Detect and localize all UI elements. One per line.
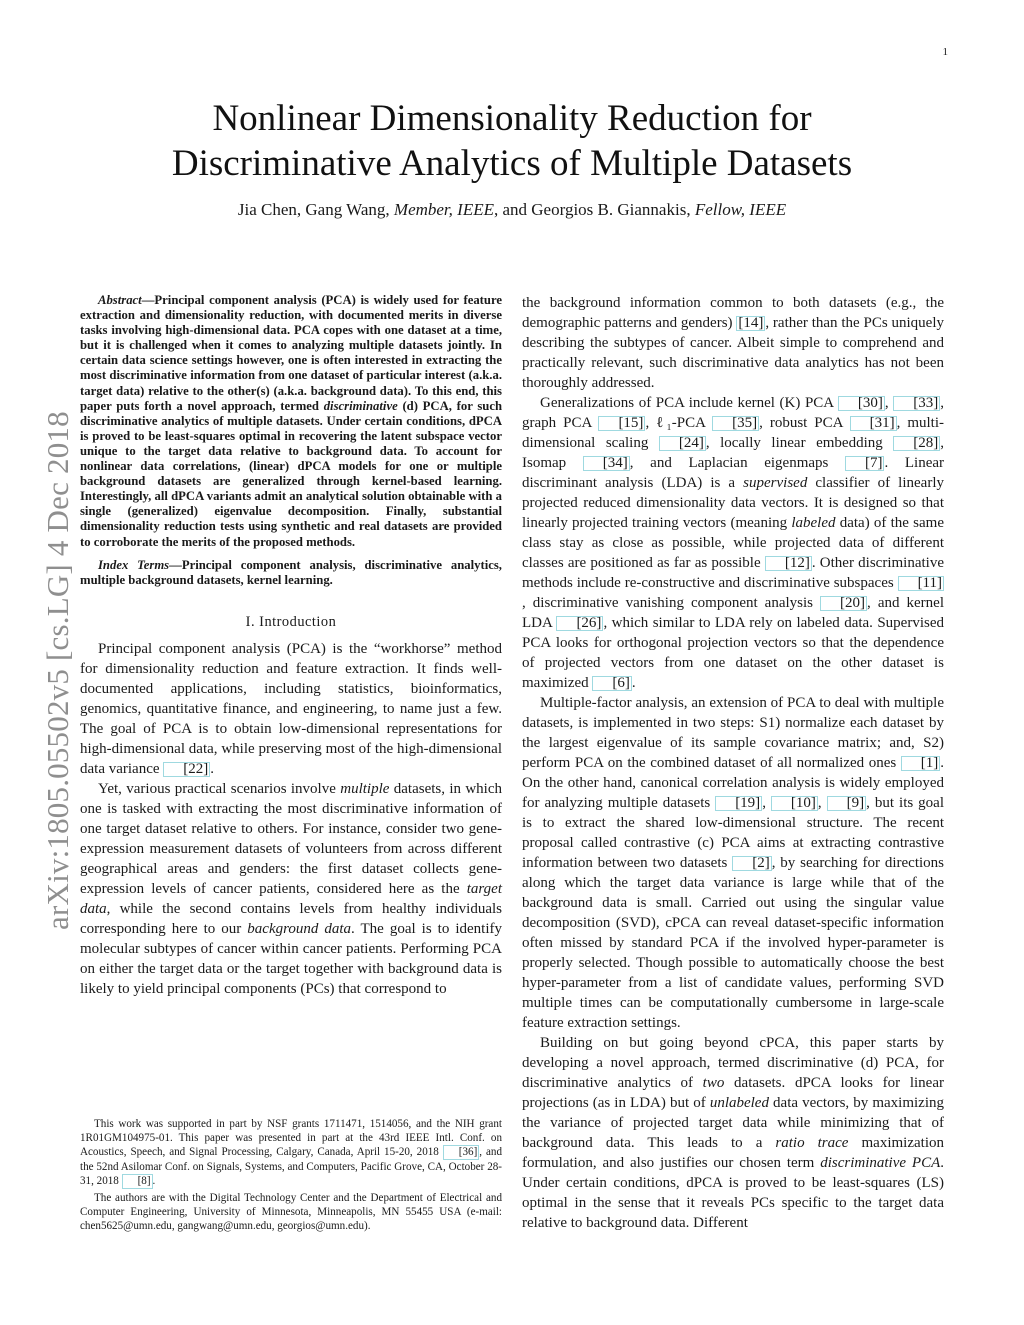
paper-title [110,96,914,186]
abstract [80,293,502,550]
citation-link[interactable]: [1] [901,756,941,771]
citation-link[interactable]: [20] [820,596,867,611]
author-list [110,200,914,220]
citation-link[interactable]: [6] [592,676,632,691]
abstract-text-continued: (d) PCA, for such discriminative analytics of multiple datasets. Under certain conditions, dPCA is proved to be least-squares optimal in recovering the latent subspace vector unique to the target data relative to background data. To account for nonlinear data correlations, (linear) dPCA models for one or multiple background datasets are generalized through kernel-based learning. Interestingly, all dPCA variants admit an analytical solution obtainable with a single (generalized) eigenvalue decomposition. Finally, substantial dimensionality reduction tests using synthetic and real datasets are provided to corroborate the merits of the proposed methods. [80,398,503,549]
citation-link[interactable]: [10] [771,796,818,811]
right-paragraph-1: the background information common to both datasets (e.g., the demographic patterns and genders) [14] , rather than the PCs uniquely describing the subtypes of cancer. Albeit simple to comprehend and practically relevant, such discriminative data analytics has not been thoroughly addressed. [522,295,944,391]
citation-link[interactable]: [31] [850,416,897,431]
authors-names-continued: , and Georgios B. Giannakis, [493,200,691,219]
arxiv-identifier-stamp: arXiv:1805.05502v5 [cs.LG] 4 Dec 2018 [40,411,75,930]
citation-link[interactable]: [8] [122,1174,153,1189]
citation-link[interactable]: [11] [898,576,944,591]
page-number: 1 [942,46,948,58]
intro-paragraph-2: Yet, various practical scenarios involve multiple datasets, in which one is tasked with extracting the most discriminative information of one target dataset relative to others. For instance, consider two gene-expression measurement datasets of volunteers from across different geographical areas and genders: the first dataset collects gene-expression levels of cancer patients, considered here as the target data, while the second contains levels from healthy individuals corresponding here to our background data. The goal is to identify molecular subtypes of cancer within cancer patients. Performing PCA on either the target data or the target together with background data is likely to yield principal components (PCs) that correspond to [80,781,503,998]
paper-title-line-1: Nonlinear Dimensionality Reduction for [212,98,812,139]
index-terms [80,558,502,589]
right-column [522,293,944,1233]
citation-link[interactable]: [19] [715,796,762,811]
citation-link[interactable]: [2] [732,856,772,871]
right-paragraph-3: Multiple-factor analysis, an extension of PCA to deal with multiple datasets, is implemented in two steps: S1) normalize each dataset by the largest eigenvalue of its sample covariance matrix; and, S2) perform PCA on the combined dataset of all normalized ones [1] . On the other hand, canonical correlation analysis is widely employed for analyzing multiple datasets [19] , [10] , [9] , but its goal is to extract the shared low-dimensional structure. The recent proposal called contrastive (c) PCA aims at extracting contrastive information between two datasets [2] , by searching for directions along which the target data variance is large while that of the background data is small. Carried out using the singular value decomposition (SVD), cPCA can reveal dataset-specific information often missed by standard PCA if the involved hyper-parameter is properly selected. Though possible to automatically choose the best hyper-parameter from a list of candidate values, performing SVD multiple times can be computationally cumbersome in large-scale feature extraction settings. [522,695,945,1031]
paper-title-line-2: Discriminative Analytics of Multiple Datasets [171,143,853,184]
citation-link[interactable]: [24] [659,436,706,451]
citation-link[interactable]: [26] [556,616,603,631]
citation-link[interactable]: [9] [827,796,867,811]
abstract-text: —Principal component analysis (PCA) is widely used for feature extraction and dimensionality reduction, with documented merits in diverse tasks involving high-dimensional data. PCA copes with one dataset at a time, but it is challenged when it comes to analyzing multiple datasets jointly. In certain data science settings however, one is often interested in extracting the most discriminative information from one dataset of particular interest (a.k.a. target data) relative to the other(s) (a.k.a. background data). To this end, this paper puts forth a novel approach, termed [80,293,502,413]
author-role-member: Member, IEEE [393,200,494,219]
right-paragraph-4: Building on but going beyond cPCA, this paper starts by developing a novel approach, termed discriminative (d) PCA, for discriminative analytics of two datasets. dPCA looks for linear projections (as in LDA) but of unlabeled data vectors, by maximizing the variance of projected target data while minimizing that of background data. This leads to a ratio trace maximization formulation, and also justifies our chosen term discriminative PCA. Under certain conditions, dPCA is proved to be least-squares (LS) optimal in the sense that it reveals PCs specific to the target data relative to background data. Different [522,1035,945,1231]
citation-link[interactable]: [30] [838,396,885,411]
citation-link[interactable]: [36] [443,1145,479,1160]
footnote-funding: This work was supported in part by NSF grants 1711471, 1514056, and the NIH grant 1R01GM104975-01. This paper was presented in part at the 43rd IEEE Intl. Conf. on Acoustics, Speech, and Signal Processing, Calgary, Canada, April 15-20, 2018 [36] , and the 52nd Asilomar Conf. on Signals, Systems, and Computers, Pacific Grove, CA, October 28-31, 2018 [8] . [80,1118,502,1188]
abstract-lead: Abstract [98,293,142,307]
intro-paragraph-1: Principal component analysis (PCA) is the “workhorse” method for dimensionality reduction and feature extraction. It finds well-documented applications, including statistics, bioinformatics, genomics, quantitative finance, and engineering, to name just a few. The goal of PCA is to obtain low-dimensional representations for high-dimensional data, while preserving most of the high-dimensional data variance [22] . [80,641,502,778]
citation-link[interactable]: [33] [893,396,940,411]
citation-link[interactable]: [22] [163,762,210,777]
index-terms-lead: Index Terms [98,557,170,572]
footnote-affiliation: The authors are with the Digital Technology Center and the Department of Electrical and Computer Engineering, University of Minnesota, Minneapolis, MN 55455 USA (e-mail: chen5625@umn.edu, gangwang@umn.edu, georgios@umn.edu). [80,1192,502,1233]
citation-link[interactable]: [35] [712,416,759,431]
citation-link[interactable]: [34] [583,456,630,471]
section-heading-introduction: I. Introduction [245,614,337,631]
citation-link[interactable]: [14] [738,315,764,331]
citation-link[interactable]: [7] [845,456,885,471]
index-terms-text: —Principal component analysis, discriminative analytics, multiple background datasets, kernel learning. [80,557,502,587]
right-paragraph-2: Generalizations of PCA include kernel (K) PCA [30] , [33] , graph PCA [15] , ℓ₁-PCA [35] , robust PCA [31] , multi-dimensional scaling [24] , locally linear embedding [28] , Isomap [34] , and Laplacian eigenmaps [7] . Linear discriminant analysis (LDA) is a supervised classifier of linearly projected reduced dimensionality data vectors. It is designed so that linearly projected training vectors (meaning labeled data) of the same class stay as close as possible, while projected data of different classes are positioned as far as possible [12] . Other discriminative methods include re-constructive and discriminative subspaces [11], discriminative vanishing component analysis [20] , and kernel LDA [26] , which similar to LDA rely on labeled data. Supervised PCA looks for orthogonal projection vectors so that the dependence of projected vectors from one dataset on the other dataset is maximized [6] . [522,395,945,691]
citation-link[interactable]: [12] [765,556,812,571]
author-role-fellow: Fellow, IEEE [694,200,787,219]
authors-names: Jia Chen, Gang Wang, [237,200,390,219]
footnotes [80,1117,502,1234]
abstract-emphasis: discriminative [323,398,398,413]
citation-link[interactable]: [28] [893,436,940,451]
left-column [80,293,502,999]
citation-link[interactable]: [15] [598,416,645,431]
